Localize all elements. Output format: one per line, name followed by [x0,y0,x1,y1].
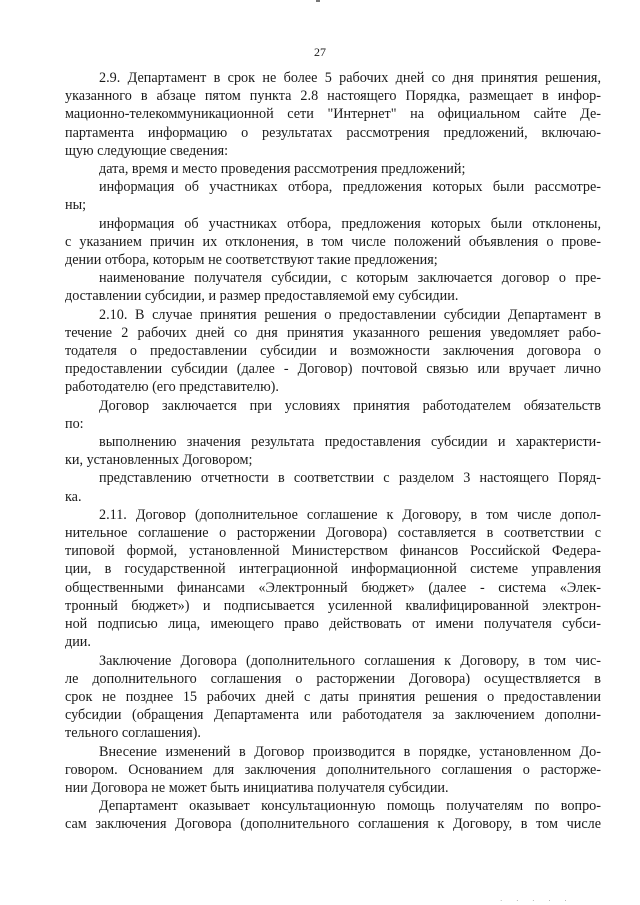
text-line: тельного соглашения). [65,725,201,742]
text-line: работодателю (его представителю). [65,379,279,396]
text-line: говором. Основанием для заключения дополнительного соглашения о расторже- [65,761,601,778]
text-line: Договор заключается при условиях принятия работодателем обязательств [99,397,601,414]
text-line: срок не позднее 15 рабочих дней с даты принятия решения о предоставлении [65,688,601,705]
text-line: дата, время и место проведения рассмотрения предложений; [99,161,466,178]
text-line: по: [65,415,84,432]
text-line: нии Договора не может быть инициатива получателя субсидии. [65,779,449,796]
text-line: мационно-телекоммуникационной сети "Интернет" на официальном сайте Де- [65,106,601,123]
text-line: доставлении субсидии, и размер предоставляемой ему субсидии. [65,288,459,305]
document-body [65,69,601,834]
text-line: Департамент оказывает консультационную помощь получателям по вопро- [99,798,601,815]
text-line: нительное соглашение о расторжении Договора) составляется в соответствии с [65,525,601,542]
text-line: общественными финансами «Электронный бюджет» (далее - система «Элек- [65,579,601,596]
text-line: предоставлении субсидии (далее - Договор) почтовой связью или вручает лично [65,361,601,378]
text-line: информация об участниках отбора, предложения которых были рассмотре- [99,179,601,196]
text-line: с указанием причин их отклонения, в том числе положений объявления о прове- [65,233,601,250]
text-line: 2.11. Договор (дополнительное соглашение к Договору, в том числе допол- [99,506,601,523]
text-line: дении отбора, которым не соответствуют такие предложения; [65,252,438,269]
text-line: ле дополнительного соглашения о расторжении Договора) осуществляется в [65,670,601,687]
text-line: партамента информацию о результатах рассмотрения предложений, включаю- [65,124,601,141]
text-line: информация об участниках отбора, предложения которых были отклонены, [99,215,601,232]
text-line: 2.10. В случае принятия решения о предоставлении субсидии Департамент в [99,306,601,323]
text-line: тодателя о предоставлении субсидии и возможности заключения договора о [65,343,601,360]
text-line: щую следующие сведения: [65,142,229,159]
text-line: течение 2 рабочих дней со дня принятия указанного решения уведомляет рабо- [65,324,601,341]
text-line: наименование получателя субсидии, с которым заключается договор о пре- [99,270,601,287]
text-line: представлению отчетности в соответствии с разделом 3 настоящего Поряд- [99,470,601,487]
scan-artifact-top [316,0,320,2]
text-line: ка. [65,488,82,505]
text-line: субсидии (обращения Департамента или работодателя за заключением дополни- [65,707,601,724]
text-line: тронный бюджет») и подписывается усиленной квалифицированной электрон- [65,597,601,614]
text-line: типовой формой, установленной Министерством финансов Российской Федера- [65,543,601,560]
text-line: указанного в абзаце пятом пункта 2.8 настоящего Порядка, размещает в инфор- [65,88,601,105]
page-number: 27 [314,45,326,59]
text-line: выполнению значения результата предоставления субсидии и характеристи- [99,434,601,451]
text-line: ной подписью лица, имеющего право действовать от имени получателя субси- [65,616,601,633]
text-line: Внесение изменений в Договор производится в порядке, установленном До- [99,743,601,760]
text-line: ки, установленных Договором; [65,452,253,469]
text-line: 2.9. Департамент в срок не более 5 рабочих дней со дня принятия решения, [99,70,601,86]
text-line: Заключение Договора (дополнительного соглашения к Договору, в том чис- [99,652,601,669]
text-line: ции, в государственной интеграционной информационной системе управления [65,561,601,578]
text-line: дии. [65,634,91,651]
scan-artifact-bottom: · · · · · [500,897,573,905]
text-line: ны; [65,197,87,214]
text-line: сам заключения Договора (дополнительного соглашения к Договору, в том числе [65,816,601,833]
